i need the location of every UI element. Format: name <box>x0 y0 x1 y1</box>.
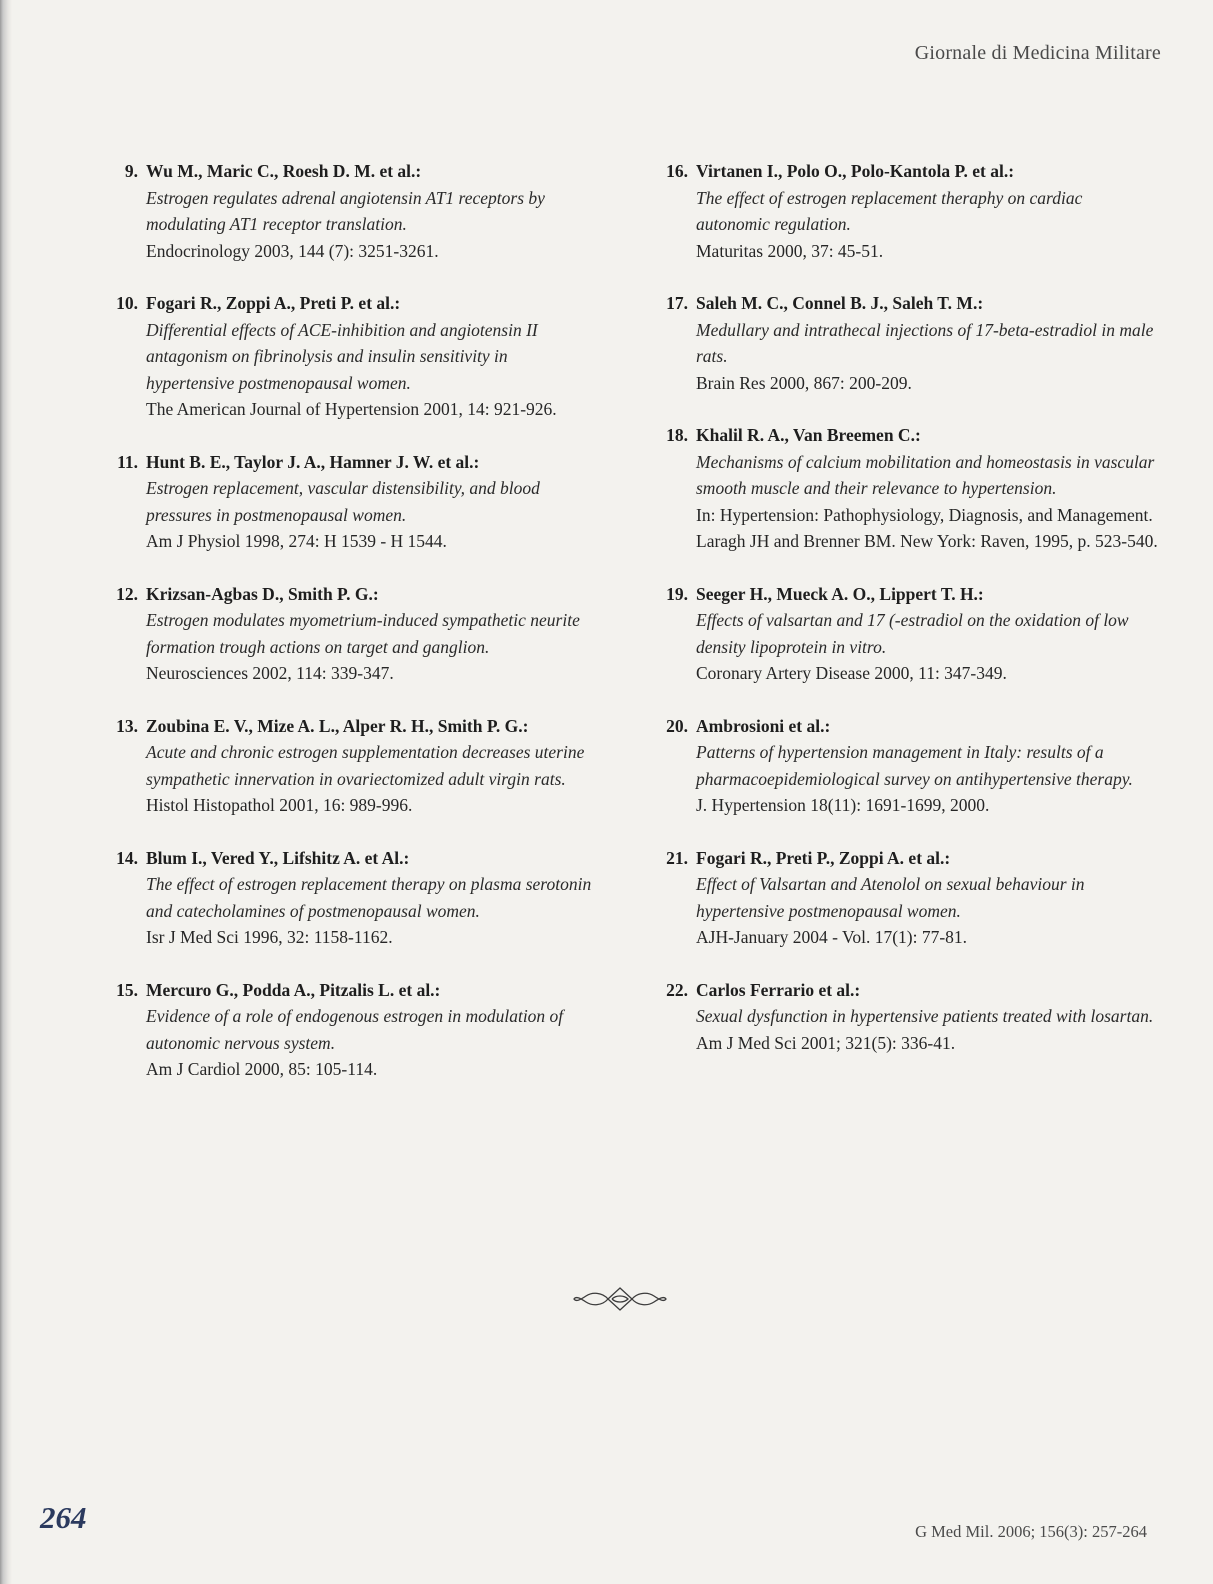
reference-source: Endocrinology 2003, 144 (7): 3251-3261. <box>146 240 439 261</box>
reference-source: Histol Histopathol 2001, 16: 989-996. <box>146 795 413 815</box>
reference-authors: Virtanen I., Polo O., Polo-Kantola P. et al.: <box>696 161 1015 181</box>
reference-authors: Khalil R. A., Van Breemen C.: <box>696 425 921 445</box>
reference-entry <box>654 422 1159 555</box>
reference-title: Evidence of a role of endogenous estrogen in modulation of autonomic nervous system. <box>146 1006 564 1053</box>
reference-source: Isr J Med Sci 1996, 32: 1158-1162. <box>146 927 393 947</box>
reference-title: Acute and chronic estrogen supplementation decreases uterine sympathetic innervation in ovariectomized adult virgin rats. <box>146 742 585 789</box>
reference-number: 13. <box>116 715 138 736</box>
reference-authors: Saleh M. C., Connel B. J., Saleh T. M.: <box>696 293 984 313</box>
reference-title: Patterns of hypertension management in Italy: results of a pharmacoepidemiological survey on antihypertensive therapy. <box>696 742 1133 789</box>
reference-body <box>696 290 1159 396</box>
reference-entry <box>104 158 594 264</box>
reference-number: 21. <box>666 847 688 868</box>
reference-title: Estrogen regulates adrenal angiotensin AT1 receptors by modulating AT1 receptor translation. <box>146 187 545 234</box>
reference-title: Effects of valsartan and 17 (-estradiol on the oxidation of low density lipoprotein in vitro. <box>696 610 1129 657</box>
reference-body <box>146 449 594 555</box>
reference-source: Am J Physiol 1998, 274: H 1539 - H 1544. <box>146 531 447 551</box>
reference-title: Sexual dysfunction in hypertensive patients treated with losartan. <box>696 1006 1154 1026</box>
reference-source: Maturitas 2000, 37: 45-51. <box>696 240 884 261</box>
reference-source: Am J Cardiol 2000, 85: 105-114. <box>146 1059 378 1079</box>
reference-number: 16. <box>666 161 688 181</box>
reference-authors: Carlos Ferrario et al.: <box>696 979 861 1000</box>
page-number: 264 <box>40 1500 87 1535</box>
reference-number: 9. <box>124 161 138 181</box>
reference-entry <box>104 449 594 555</box>
reference-body <box>696 158 1159 264</box>
reference-entry <box>104 290 594 423</box>
reference-number: 11. <box>117 451 138 472</box>
reference-body <box>696 713 1159 819</box>
reference-authors: Mercuro G., Podda A., Pitzalis L. et al.: <box>146 979 441 1000</box>
reference-title: Estrogen modulates myometrium-induced sympathetic neurite formation trough actions on target and ganglion. <box>146 610 580 657</box>
reference-body <box>146 290 594 423</box>
running-head: Giornale di Medicina Militare <box>914 42 1161 64</box>
reference-number: 15. <box>116 979 138 1000</box>
reference-number: 20. <box>666 715 688 736</box>
reference-entry <box>104 977 594 1083</box>
reference-entry <box>104 581 594 687</box>
reference-authors: Krizsan-Agbas D., Smith P. G.: <box>146 583 379 604</box>
footer-citation: G Med Mil. 2006; 156(3): 257-264 <box>915 1522 1147 1541</box>
reference-number: 12. <box>116 583 138 604</box>
reference-authors: Ambrosioni et al.: <box>696 715 831 736</box>
reference-body <box>696 977 1159 1057</box>
reference-entry <box>654 977 1159 1057</box>
reference-body <box>146 713 594 819</box>
reference-source: J. Hypertension 18(11): 1691-1699, 2000. <box>696 795 990 815</box>
reference-title: Estrogen replacement, vascular distensibility, and blood pressures in postmenopausal women. <box>146 478 540 525</box>
reference-title: Medullary and intrathecal injections of 17-beta-estradiol in male rats. <box>696 319 1154 366</box>
references-column-right <box>654 158 1159 1082</box>
reference-number: 14. <box>116 847 138 868</box>
reference-source: Am J Med Sci 2001; 321(5): 336-41. <box>696 1032 956 1053</box>
reference-source: Coronary Artery Disease 2000, 11: 347-349. <box>696 663 1007 683</box>
reference-number: 19. <box>666 583 688 604</box>
reference-entry <box>104 713 594 819</box>
reference-body <box>696 422 1159 555</box>
reference-authors: Fogari R., Zoppi A., Preti P. et al.: <box>146 293 401 313</box>
decorative-divider-icon <box>572 1284 668 1314</box>
reference-source: Brain Res 2000, 867: 200-209. <box>696 372 912 393</box>
reference-entry <box>654 290 1159 396</box>
reference-body <box>696 581 1159 687</box>
reference-authors: Fogari R., Preti P., Zoppi A. et al.: <box>696 847 951 868</box>
reference-authors: Seeger H., Mueck A. O., Lippert T. H.: <box>696 583 984 604</box>
reference-title: Differential effects of ACE-inhibition and angiotensin II antagonism on fibrinolysis and insulin sensitivity in hypertensive postmenopausal women. <box>146 319 538 393</box>
reference-entry <box>654 845 1159 951</box>
reference-source: In: Hypertension: Pathophysiology, Diagnosis, and Management. Laragh JH and Brenner BM. New York: Raven, 1995, p. 523-540. <box>696 504 1158 551</box>
reference-source: AJH-January 2004 - Vol. 17(1): 77-81. <box>696 927 968 947</box>
reference-body <box>696 845 1159 951</box>
reference-title: The effect of estrogen replacement theraphy on cardiac autonomic regulation. <box>696 187 1083 234</box>
reference-entry <box>104 845 594 951</box>
references-column-left <box>104 158 594 1109</box>
reference-number: 17. <box>666 293 688 313</box>
reference-entry <box>654 713 1159 819</box>
page-binding-edge <box>0 0 12 1584</box>
reference-title: Mechanisms of calcium mobilitation and homeostasis in vascular smooth muscle and their relevance to hypertension. <box>696 451 1155 498</box>
reference-source: Neurosciences 2002, 114: 339-347. <box>146 663 394 683</box>
reference-entry <box>654 158 1159 264</box>
reference-body <box>146 158 594 264</box>
reference-authors: Wu M., Maric C., Roesh D. M. et al.: <box>146 161 422 181</box>
reference-body <box>146 977 594 1083</box>
reference-number: 18. <box>666 425 688 445</box>
reference-authors: Blum I., Vered Y., Lifshitz A. et Al.: <box>146 847 410 868</box>
reference-title: Effect of Valsartan and Atenolol on sexual behaviour in hypertensive postmenopausal women. <box>696 874 1085 921</box>
reference-title: The effect of estrogen replacement therapy on plasma serotonin and catecholamines of postmenopausal women. <box>146 874 592 921</box>
reference-number: 10. <box>116 293 138 313</box>
reference-entry <box>654 581 1159 687</box>
reference-body <box>146 845 594 951</box>
reference-body <box>146 581 594 687</box>
reference-number: 22. <box>666 979 688 1000</box>
reference-authors: Zoubina E. V., Mize A. L., Alper R. H., Smith P. G.: <box>146 715 529 736</box>
reference-source: The American Journal of Hypertension 2001, 14: 921-926. <box>146 399 557 419</box>
reference-authors: Hunt B. E., Taylor J. A., Hamner J. W. et al.: <box>146 451 480 472</box>
